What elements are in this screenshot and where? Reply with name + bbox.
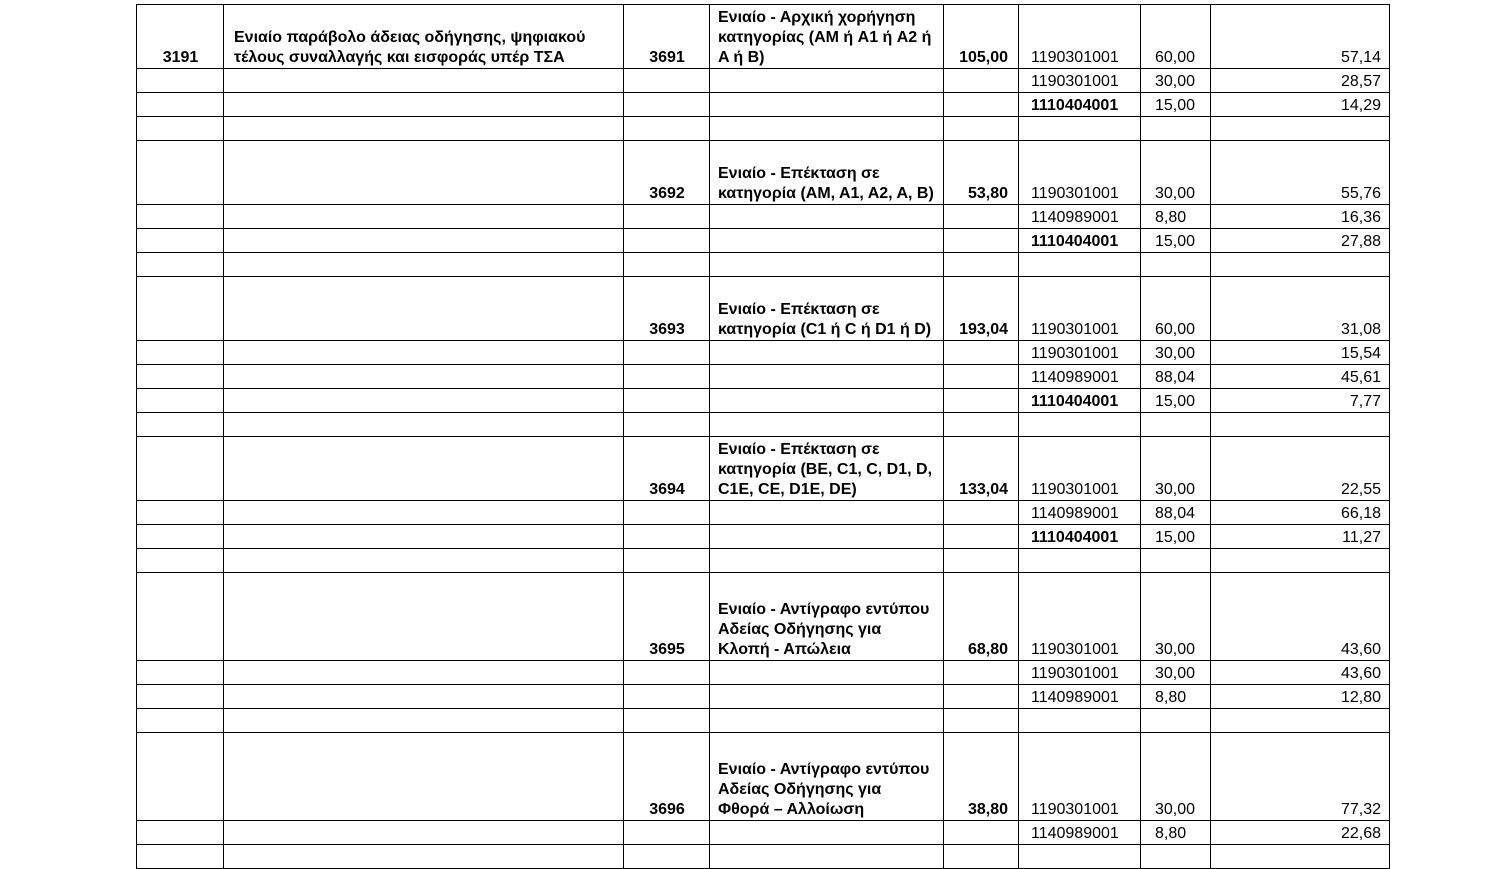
subfee-amount-cell (944, 389, 1019, 413)
account-code-cell: 1190301001 (1019, 661, 1141, 685)
fee-code-cell (137, 229, 224, 253)
fee-description-cell (224, 141, 624, 205)
split-value-cell: 30,00 (1141, 437, 1211, 501)
empty-cell (137, 117, 224, 141)
empty-row (137, 549, 1390, 573)
empty-cell (224, 117, 624, 141)
empty-cell (944, 709, 1019, 733)
table-row (137, 733, 1390, 821)
fee-code-cell (137, 205, 224, 229)
empty-cell (944, 845, 1019, 869)
fee-description-cell (224, 685, 624, 709)
empty-cell (710, 413, 944, 437)
empty-cell (1141, 117, 1211, 141)
subfee-amount-cell (944, 229, 1019, 253)
empty-cell (1211, 709, 1390, 733)
empty-cell (224, 709, 624, 733)
fee-allocation-table (136, 4, 1390, 869)
split-percent-cell: 16,36 (1211, 205, 1390, 229)
table-row (137, 525, 1390, 549)
split-value-cell: 8,80 (1141, 685, 1211, 709)
empty-cell (1019, 549, 1141, 573)
account-code-cell: 1140989001 (1019, 365, 1141, 389)
fee-code-cell (137, 437, 224, 501)
fee-code-cell (137, 141, 224, 205)
empty-cell (224, 845, 624, 869)
fee-description-cell (224, 365, 624, 389)
subfee-amount-cell: 193,04 (944, 277, 1019, 341)
subfee-code-cell (624, 93, 710, 117)
subfee-amount-cell (944, 341, 1019, 365)
split-value-cell: 15,00 (1141, 525, 1211, 549)
empty-cell (137, 845, 224, 869)
split-value-cell: 60,00 (1141, 5, 1211, 69)
fee-code-cell (137, 661, 224, 685)
subfee-code-cell: 3693 (624, 277, 710, 341)
subfee-amount-cell (944, 93, 1019, 117)
empty-cell (1211, 549, 1390, 573)
subfee-amount-cell (944, 365, 1019, 389)
split-value-cell: 30,00 (1141, 573, 1211, 661)
subfee-code-cell (624, 229, 710, 253)
account-code-cell: 1190301001 (1019, 69, 1141, 93)
subfee-description-cell (710, 69, 944, 93)
empty-cell (624, 117, 710, 141)
split-percent-cell: 28,57 (1211, 69, 1390, 93)
subfee-description-cell (710, 821, 944, 845)
subfee-amount-cell (944, 501, 1019, 525)
subfee-amount-cell (944, 525, 1019, 549)
table-row (137, 69, 1390, 93)
empty-cell (710, 549, 944, 573)
subfee-code-cell (624, 69, 710, 93)
fee-description-cell (224, 733, 624, 821)
table-row (137, 277, 1390, 341)
subfee-amount-cell (944, 69, 1019, 93)
split-value-cell: 60,00 (1141, 277, 1211, 341)
subfee-amount-cell: 38,80 (944, 733, 1019, 821)
table-row (137, 205, 1390, 229)
subfee-code-cell: 3696 (624, 733, 710, 821)
split-percent-cell: 55,76 (1211, 141, 1390, 205)
account-code-cell: 1110404001 (1019, 93, 1141, 117)
subfee-amount-cell: 53,80 (944, 141, 1019, 205)
account-code-cell: 1190301001 (1019, 5, 1141, 69)
subfee-description-cell: Ενιαίο - Επέκταση σε κατηγορία (BE, C1, C, D1, D, C1E, CE, D1E, DE) (710, 437, 944, 501)
subfee-amount-cell (944, 661, 1019, 685)
subfee-code-cell (624, 685, 710, 709)
subfee-amount-cell: 68,80 (944, 573, 1019, 661)
empty-cell (944, 413, 1019, 437)
table-row (137, 141, 1390, 205)
split-percent-cell: 22,68 (1211, 821, 1390, 845)
empty-cell (624, 549, 710, 573)
subfee-code-cell (624, 821, 710, 845)
fee-description-cell (224, 93, 624, 117)
subfee-description-cell: Ενιαίο - Αντίγραφο εντύπου Αδείας Οδήγησης για Φθορά – Αλλοίωση (710, 733, 944, 821)
empty-cell (137, 253, 224, 277)
subfee-description-cell (710, 93, 944, 117)
fee-description-cell (224, 501, 624, 525)
split-percent-cell: 57,14 (1211, 5, 1390, 69)
table-row (137, 365, 1390, 389)
table-row (137, 501, 1390, 525)
split-value-cell: 15,00 (1141, 93, 1211, 117)
table-row (137, 437, 1390, 501)
subfee-description-cell (710, 229, 944, 253)
fee-code-cell (137, 573, 224, 661)
account-code-cell: 1190301001 (1019, 733, 1141, 821)
empty-cell (224, 549, 624, 573)
fee-description-cell (224, 277, 624, 341)
account-code-cell: 1140989001 (1019, 205, 1141, 229)
fee-description-cell (224, 821, 624, 845)
split-percent-cell: 14,29 (1211, 93, 1390, 117)
subfee-description-cell (710, 685, 944, 709)
fee-code-cell (137, 501, 224, 525)
fee-description-cell (224, 229, 624, 253)
empty-cell (137, 413, 224, 437)
subfee-amount-cell (944, 685, 1019, 709)
empty-row (137, 413, 1390, 437)
account-code-cell: 1140989001 (1019, 821, 1141, 845)
empty-row (137, 845, 1390, 869)
split-value-cell: 30,00 (1141, 733, 1211, 821)
empty-cell (710, 845, 944, 869)
empty-cell (710, 117, 944, 141)
subfee-description-cell (710, 501, 944, 525)
empty-cell (1211, 845, 1390, 869)
subfee-code-cell: 3692 (624, 141, 710, 205)
subfee-description-cell: Ενιαίο - Αντίγραφο εντύπου Αδείας Οδήγησης για Κλοπή - Απώλεια (710, 573, 944, 661)
subfee-description-cell (710, 389, 944, 413)
fee-code-cell (137, 277, 224, 341)
account-code-cell: 1110404001 (1019, 389, 1141, 413)
subfee-description-cell (710, 341, 944, 365)
empty-cell (1019, 253, 1141, 277)
fee-description-cell (224, 205, 624, 229)
table-row (137, 229, 1390, 253)
empty-cell (624, 253, 710, 277)
subfee-amount-cell: 133,04 (944, 437, 1019, 501)
subfee-description-cell (710, 525, 944, 549)
table-row (137, 93, 1390, 117)
empty-cell (1211, 117, 1390, 141)
split-value-cell: 88,04 (1141, 501, 1211, 525)
split-value-cell: 30,00 (1141, 141, 1211, 205)
empty-cell (224, 253, 624, 277)
account-code-cell: 1110404001 (1019, 229, 1141, 253)
split-percent-cell: 11,27 (1211, 525, 1390, 549)
empty-cell (1141, 549, 1211, 573)
empty-row (137, 253, 1390, 277)
account-code-cell: 1190301001 (1019, 341, 1141, 365)
fee-code-cell (137, 685, 224, 709)
split-value-cell: 30,00 (1141, 69, 1211, 93)
subfee-code-cell (624, 341, 710, 365)
empty-cell (1211, 253, 1390, 277)
empty-cell (624, 845, 710, 869)
empty-cell (624, 413, 710, 437)
account-code-cell: 1140989001 (1019, 501, 1141, 525)
subfee-code-cell: 3695 (624, 573, 710, 661)
empty-cell (624, 709, 710, 733)
empty-cell (1019, 709, 1141, 733)
empty-cell (1141, 709, 1211, 733)
empty-cell (1019, 413, 1141, 437)
split-value-cell: 8,80 (1141, 205, 1211, 229)
subfee-code-cell (624, 205, 710, 229)
split-percent-cell: 77,32 (1211, 733, 1390, 821)
empty-cell (944, 253, 1019, 277)
split-percent-cell: 22,55 (1211, 437, 1390, 501)
subfee-code-cell (624, 365, 710, 389)
split-percent-cell: 66,18 (1211, 501, 1390, 525)
empty-cell (944, 549, 1019, 573)
fee-description-cell (224, 341, 624, 365)
subfee-code-cell (624, 661, 710, 685)
subfee-code-cell: 3691 (624, 5, 710, 69)
split-percent-cell: 27,88 (1211, 229, 1390, 253)
empty-cell (944, 117, 1019, 141)
subfee-description-cell (710, 205, 944, 229)
subfee-amount-cell (944, 205, 1019, 229)
fee-code-cell: 3191 (137, 5, 224, 69)
fee-description-cell (224, 69, 624, 93)
subfee-description-cell (710, 365, 944, 389)
fee-code-cell (137, 69, 224, 93)
split-value-cell: 88,04 (1141, 365, 1211, 389)
split-value-cell: 30,00 (1141, 341, 1211, 365)
account-code-cell: 1140989001 (1019, 685, 1141, 709)
fee-code-cell (137, 821, 224, 845)
empty-cell (137, 549, 224, 573)
subfee-code-cell (624, 389, 710, 413)
empty-cell (710, 709, 944, 733)
empty-cell (137, 709, 224, 733)
split-percent-cell: 7,77 (1211, 389, 1390, 413)
split-value-cell: 8,80 (1141, 821, 1211, 845)
fee-description-cell (224, 661, 624, 685)
table-row (137, 821, 1390, 845)
account-code-cell: 1190301001 (1019, 141, 1141, 205)
subfee-description-cell (710, 661, 944, 685)
empty-cell (1019, 845, 1141, 869)
empty-cell (1211, 413, 1390, 437)
empty-row (137, 117, 1390, 141)
fee-code-cell (137, 93, 224, 117)
empty-cell (1019, 117, 1141, 141)
table-row (137, 685, 1390, 709)
split-percent-cell: 43,60 (1211, 573, 1390, 661)
empty-row (137, 709, 1390, 733)
empty-cell (1141, 845, 1211, 869)
subfee-description-cell: Ενιαίο - Επέκταση σε κατηγορία (C1 ή C ή D1 ή D) (710, 277, 944, 341)
fee-code-cell (137, 733, 224, 821)
table-row (137, 389, 1390, 413)
fee-code-cell (137, 389, 224, 413)
account-code-cell: 1110404001 (1019, 525, 1141, 549)
fee-description-cell: Ενιαίο παράβολο άδειας οδήγησης, ψηφιακού τέλους συναλλαγής και εισφοράς υπέρ ΤΣΑ (224, 5, 624, 69)
subfee-description-cell: Ενιαίο - Επέκταση σε κατηγορία (AM, A1, A2, A, B) (710, 141, 944, 205)
split-percent-cell: 15,54 (1211, 341, 1390, 365)
table-body (137, 5, 1390, 869)
fee-description-cell (224, 573, 624, 661)
subfee-code-cell (624, 525, 710, 549)
empty-cell (710, 253, 944, 277)
fee-code-cell (137, 341, 224, 365)
account-code-cell: 1190301001 (1019, 573, 1141, 661)
table-row (137, 5, 1390, 69)
empty-cell (1141, 413, 1211, 437)
split-value-cell: 15,00 (1141, 389, 1211, 413)
table-row (137, 661, 1390, 685)
table-row (137, 573, 1390, 661)
fee-code-cell (137, 365, 224, 389)
fee-description-cell (224, 525, 624, 549)
split-value-cell: 15,00 (1141, 229, 1211, 253)
empty-cell (1141, 253, 1211, 277)
subfee-amount-cell: 105,00 (944, 5, 1019, 69)
split-value-cell: 30,00 (1141, 661, 1211, 685)
account-code-cell: 1190301001 (1019, 437, 1141, 501)
split-percent-cell: 12,80 (1211, 685, 1390, 709)
fee-description-cell (224, 389, 624, 413)
fee-description-cell (224, 437, 624, 501)
account-code-cell: 1190301001 (1019, 277, 1141, 341)
split-percent-cell: 45,61 (1211, 365, 1390, 389)
split-percent-cell: 43,60 (1211, 661, 1390, 685)
subfee-code-cell: 3694 (624, 437, 710, 501)
subfee-description-cell: Ενιαίο - Αρχική χορήγηση κατηγορίας (AM ή A1 ή A2 ή A ή B) (710, 5, 944, 69)
subfee-amount-cell (944, 821, 1019, 845)
empty-cell (224, 413, 624, 437)
fee-code-cell (137, 525, 224, 549)
table-row (137, 341, 1390, 365)
split-percent-cell: 31,08 (1211, 277, 1390, 341)
subfee-code-cell (624, 501, 710, 525)
